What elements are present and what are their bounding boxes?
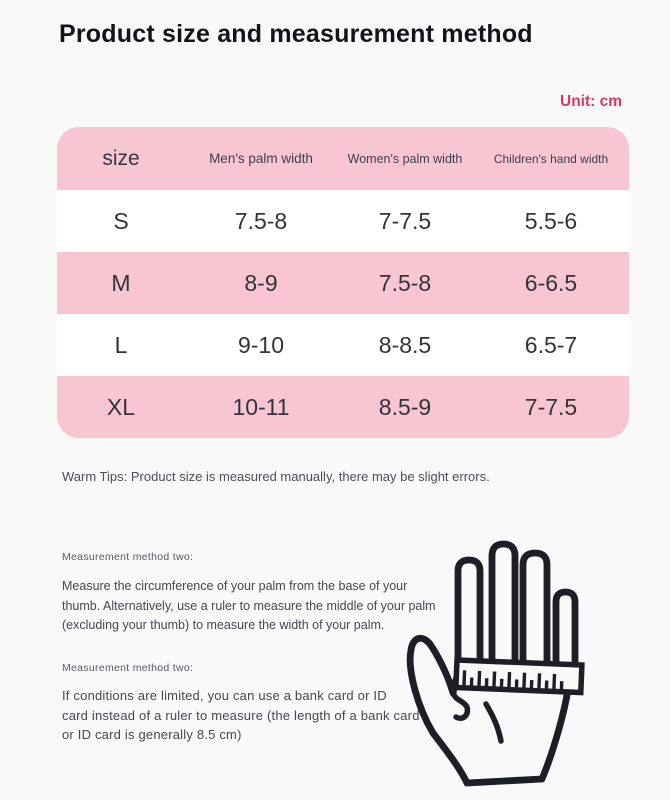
method-2-line-3: or ID card is generally 8.5 cm) [62, 727, 242, 742]
index-finger [458, 560, 480, 670]
ring-finger [523, 553, 547, 670]
table-header-row [57, 127, 629, 190]
method-2-line-2: card instead of a ruler to measure (the length of a bank card [62, 707, 420, 723]
middle-finger [492, 544, 515, 670]
measurement-method-label-2: Measurement method two: [62, 662, 194, 674]
column-header-size: size [102, 146, 140, 170]
unit-label: Unit: cm [560, 93, 622, 110]
size-label: XL [106, 393, 136, 420]
method-1-line-2: thumb. Alternatively, use a ruler to measure the middle of your palm [62, 598, 436, 613]
table-cell: 7.5-8 [378, 269, 432, 296]
hand-with-ruler-icon [390, 520, 670, 800]
table-cell: 10-11 [232, 393, 290, 420]
measurement-method-text-1 [62, 577, 436, 636]
size-table [57, 127, 629, 438]
table-cell: 8-9 [244, 269, 278, 296]
size-label: M [111, 269, 131, 296]
size-label: L [114, 331, 128, 358]
table-cell: 6-6.5 [524, 269, 578, 296]
warm-tips-note: Warm Tips: Product size is measured manually, there may be slight errors. [62, 469, 490, 484]
table-cell: 6.5-7 [524, 331, 578, 358]
table-cell: 7-7.5 [378, 207, 432, 234]
measurement-method-text-2 [62, 686, 420, 745]
method-1-line-3: (excluding your thumb) to measure the width of your palm. [62, 618, 385, 632]
table-cell: 7-7.5 [524, 393, 578, 420]
column-header-mens-palm-width: Men's palm width [209, 151, 313, 166]
page-title: Product size and measurement method [59, 20, 533, 48]
pinky-finger [556, 592, 575, 672]
measurement-method-label-1: Measurement method two: [62, 551, 194, 563]
method-2-line-1: If conditions are limited, you can use a bank card or ID [62, 688, 387, 703]
table-row-m [57, 252, 629, 314]
table-row-l [57, 314, 629, 376]
size-label: S [113, 207, 129, 234]
table-row-s [57, 190, 629, 252]
table-cell: 8.5-9 [378, 393, 432, 420]
table-cell: 8-8.5 [378, 331, 432, 358]
table-cell: 7.5-8 [234, 207, 288, 234]
column-header-womens-palm-width: Women's palm width [347, 151, 463, 166]
column-header-childrens-hand-width: Children's hand width [493, 151, 609, 166]
table-cell: 5.5-6 [524, 207, 578, 234]
table-row-xl [57, 376, 629, 438]
method-1-line-1: Measure the circumference of your palm from the base of your [62, 579, 408, 593]
ruler [456, 660, 582, 692]
table-cell: 9-10 [237, 331, 285, 358]
